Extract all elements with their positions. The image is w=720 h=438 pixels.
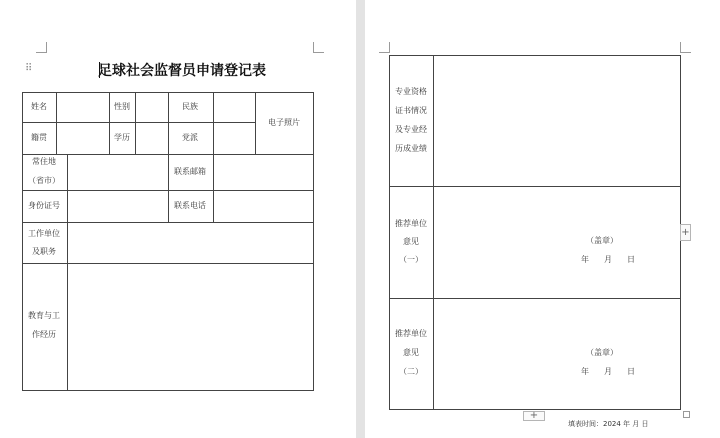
add-column-button[interactable]: + [680,224,691,241]
margin-corner-mark [313,42,324,53]
qualification-label-line: 专业资格 [395,87,427,96]
recommendation-1-label-line: 推荐单位 [395,219,427,228]
margin-corner-mark [379,42,390,53]
table-border [22,92,23,391]
table-drag-handle-icon[interactable]: ⠿ [25,63,33,74]
recommendation-1-label-line: 意见 [403,237,419,246]
document-title: 足球社会监督员申请登记表 [98,63,266,79]
qualification-label-line: 及专业经 [395,125,427,134]
recommendation-2-label-line: 意见 [403,348,419,357]
page-gutter [356,0,365,438]
margin-corner-mark [36,42,47,53]
recommendation-1-year: 年 [581,255,589,264]
history-label: 教育与工 [28,311,60,320]
gender-label: 性别 [114,102,130,111]
table-rule [22,222,313,223]
add-row-button[interactable]: + [523,411,545,421]
table-rule [109,92,110,154]
photo-label: 电子照片 [268,118,300,127]
fill-date-footer: 填表时间：2024 年 月 日 [568,420,649,428]
recommendation-1-day: 日 [627,255,635,264]
work-unit-label: 工作单位 [28,229,60,238]
document-page-1 [0,0,356,438]
origin-label: 籍贯 [31,133,47,142]
recommendation-1-seal: （盖章） [586,236,618,245]
education-label: 学历 [114,133,130,142]
recommendation-1-month: 月 [604,255,612,264]
recommendation-2-label-line: （二） [399,367,423,376]
table-rule [168,92,169,154]
table-rule [135,92,136,154]
table-rule [255,92,256,154]
party-label: 党派 [182,133,198,142]
table-rule [67,154,68,391]
phone-label: 联系电话 [174,201,206,210]
qualification-label-line: 证书情况 [395,106,427,115]
table-rule [22,263,313,264]
ethnicity-label: 民族 [182,102,198,111]
recommendation-2-seal: （盖章） [586,348,618,357]
recommendation-2-label-line: 推荐单位 [395,329,427,338]
residence-label: 常住地 [32,157,56,166]
document-page-2 [365,0,720,438]
table-border [389,55,390,410]
recommendation-2-month: 月 [604,367,612,376]
history-label-sub: 作经历 [32,330,56,339]
residence-label-sub: （省市） [28,176,60,185]
recommendation-2-year: 年 [581,367,589,376]
margin-corner-mark [680,42,691,53]
table-resize-handle[interactable] [683,411,690,418]
table-rule [433,55,434,410]
recommendation-1-label-line: （一） [399,255,423,264]
id-number-label: 身份证号 [28,201,60,210]
table-rule [56,92,57,154]
table-border [313,92,314,391]
table-border [22,390,313,391]
work-unit-label-sub: 及职务 [32,247,56,256]
qualification-label-line: 历成业绩 [395,144,427,153]
table-rule [168,154,169,222]
email-label: 联系邮箱 [174,167,206,176]
recommendation-2-day: 日 [627,367,635,376]
table-rule [213,92,214,222]
name-label: 姓名 [31,102,47,111]
